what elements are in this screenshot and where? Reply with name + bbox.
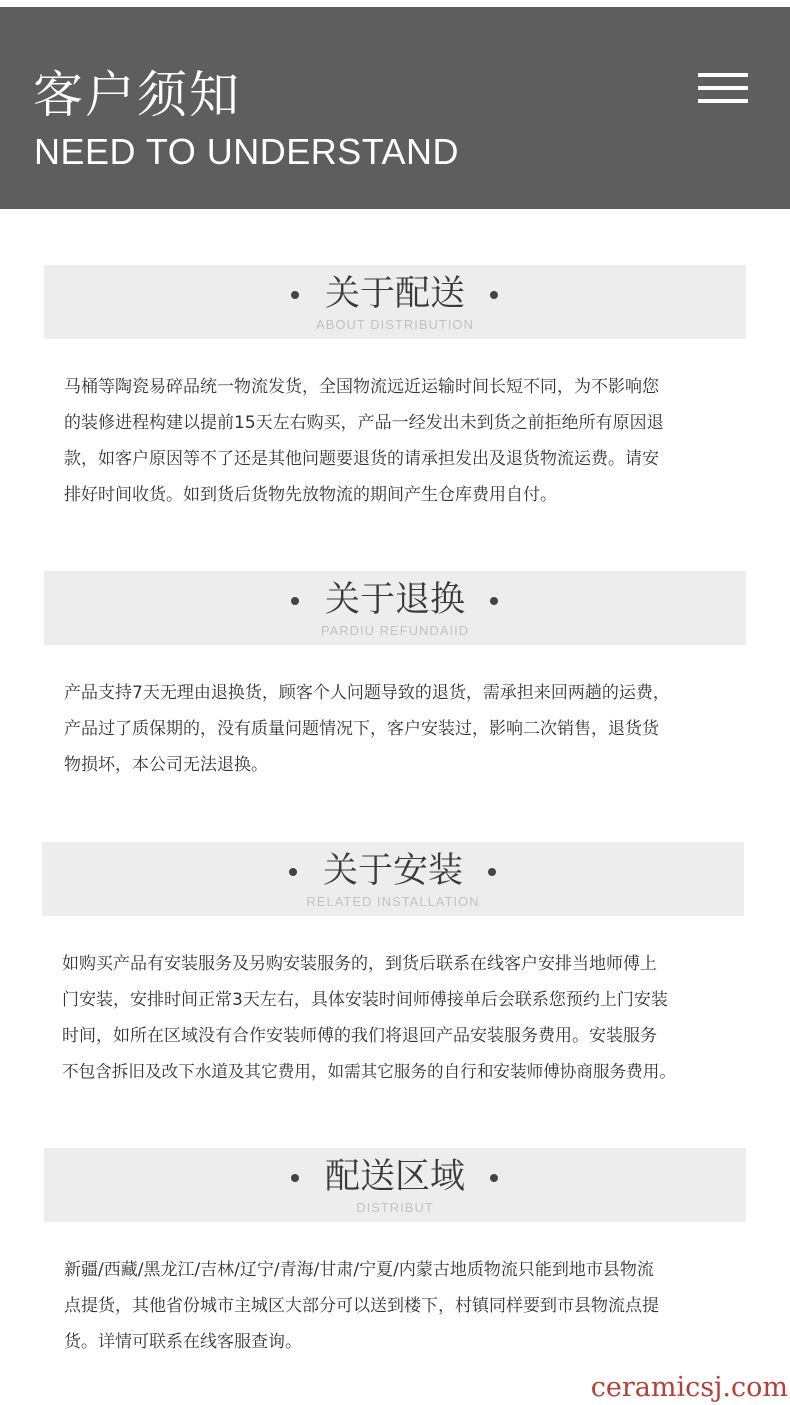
body-line: 产品过了质保期的，没有质量问题情况下，客户安装过，影响二次销售，退货货	[64, 719, 659, 739]
section-header-installation	[42, 842, 744, 916]
body-line: 排好时间收货。如到货后货物先放物流的期间产生仓库费用自付。	[64, 485, 557, 505]
page-header	[0, 7, 790, 209]
section-body-delivery-area	[64, 1252, 734, 1360]
section-subtitle: DISTRIBUT	[356, 1200, 434, 1215]
section-header-distribution	[44, 265, 746, 339]
section-header-refund	[44, 571, 746, 645]
body-line: 马桶等陶瓷易碎品统一物流发货，全国物流远近运输时间长短不同，为不影响您	[64, 377, 659, 397]
watermark-text: ceramicsj.com	[590, 1372, 788, 1403]
section-header-delivery-area	[44, 1148, 746, 1222]
body-line: 如购买产品有安装服务及另购安装服务的，到货后联系在线客户安排当地师傅上	[62, 954, 657, 974]
hamburger-menu-icon[interactable]	[698, 73, 748, 103]
bullet-dot-icon	[488, 868, 496, 876]
body-line: 点提货，其他省份城市主城区大部分可以送到楼下，村镇同样要到市县物流点提	[64, 1296, 659, 1316]
body-line: 时间，如所在区域没有合作安装师傅的我们将退回产品安装服务费用。安装服务	[62, 1026, 657, 1046]
section-body-refund	[64, 675, 734, 783]
section-title: 配送区域	[324, 1157, 465, 1197]
body-line: 门安装，安排时间正常3天左右，具体安装时间师傅接单后会联系您预约上门安装	[62, 990, 668, 1010]
section-subtitle: PARDIU REFUNDAIID	[320, 623, 470, 638]
page-title: 客户须知	[33, 66, 241, 124]
bullet-dot-icon	[490, 1174, 498, 1182]
section-subtitle: RELATED INSTALLATION	[306, 894, 480, 909]
body-line: 款，如客户原因等不了还是其他问题要退货的请承担发出及退货物流运费。请安	[64, 449, 659, 469]
section-body-installation	[62, 946, 732, 1090]
section-title: 关于配送	[324, 274, 465, 314]
body-line: 物损坏，本公司无法退换。	[64, 755, 268, 775]
bullet-dot-icon	[490, 597, 498, 605]
body-line: 不包含拆旧及改下水道及其它费用，如需其它服务的自行和安装师傅协商服务费用。	[62, 1062, 676, 1081]
section-title: 关于退换	[324, 580, 465, 620]
section-body-distribution	[64, 369, 734, 513]
bullet-dot-icon	[490, 291, 498, 299]
body-line: 货。详情可联系在线客服查询。	[64, 1332, 302, 1352]
section-subtitle: ABOUT DISTRIBUTION	[316, 317, 474, 332]
section-title: 关于安装	[322, 851, 463, 891]
page-title-english: NEED TO UNDERSTAND	[34, 131, 460, 172]
body-line: 产品支持7天无理由退换货，顾客个人问题导致的退货，需承担来回两趟的运费，	[64, 683, 670, 703]
body-line: 的装修进程构建以提前15天左右购买，产品一经发出未到货之前拒绝所有原因退	[64, 413, 664, 433]
body-line: 新疆/西藏/黑龙江/吉林/辽宁/青海/甘肃/宁夏/内蒙古地质物流只能到地市县物流	[64, 1260, 654, 1280]
